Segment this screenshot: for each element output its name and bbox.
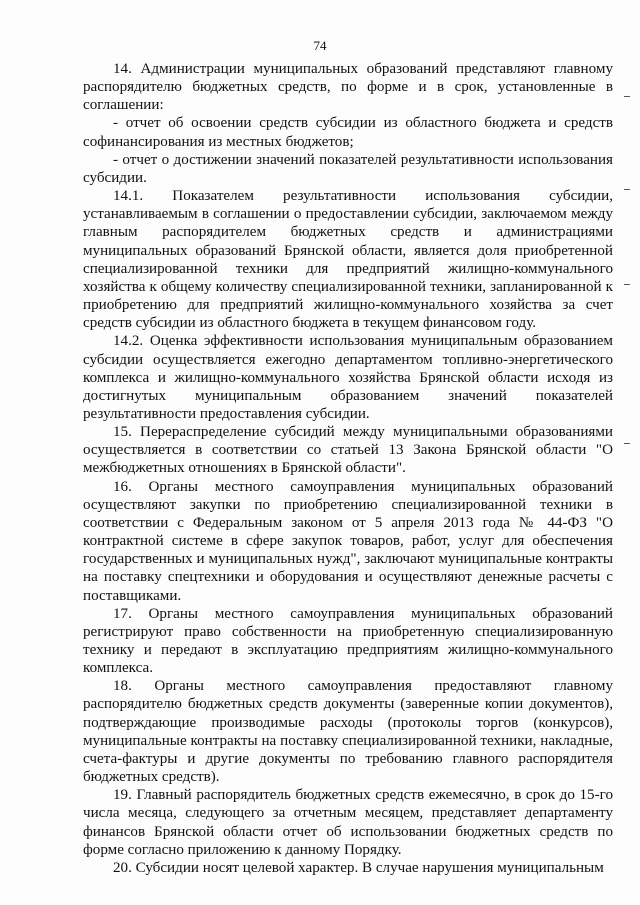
paragraph-19: 19. Главный распорядитель бюджетных средств ежемесячно, в срок до 15-го числа месяца, следующего за отчетным месяцем, представляет департаменту финансов Брянской области отчет об использовании бюджетных средств по форме согласно приложению к данному Порядку. xyxy=(83,787,613,858)
scan-margin-mark xyxy=(624,96,630,97)
paragraph-14: 14. Администрации муниципальных образований представляют главному распорядителю бюджетных средств, по форме и в срок, установленные в соглашении: xyxy=(83,61,613,114)
paragraph-18: 18. Органы местного самоуправления предоставляют главному распорядителю бюджетных средств документы (заверенные копии документов), подтверждающие производимые расходы (протоколы торгов (конкурсов), муниципальные контракты на поставку специализированной техники, накладные, счета-фактуры и другие документы по требованию главного распорядителя бюджетных средств). xyxy=(83,678,613,786)
scan-margin-mark xyxy=(624,284,630,285)
paragraph-15: 15. Перераспределение субсидий между муниципальными образованиями осуществляется в соответствии со статьей 13 Закона Брянской области "О межбюджетных отношениях в Брянской области". xyxy=(83,424,613,477)
scan-margin-mark xyxy=(624,443,630,444)
paragraph-14-bullet-2: - отчет о достижении значений показателей результативности использования субсидии. xyxy=(83,151,613,186)
document-body xyxy=(83,60,613,877)
paragraph-16: 16. Органы местного самоуправления муниципальных образований осуществляют закупки по приобретению специализированной техники в соответствии с Федеральным законом от 5 апреля 2013 года № 44-ФЗ "О контрактной системе в сфере закупок товаров, работ, услуг для обеспечения государственных и муниципальных нужд", заключают муниципальные контракты на поставку спецтехники и оборудования и осуществляют денежные расчеты с поставщиками. xyxy=(83,478,613,604)
paragraph-14-bullet-1: - отчет об освоении средств субсидии из областного бюджета и средств софинансирования из местных бюджетов; xyxy=(83,115,613,150)
paragraph-14-2: 14.2. Оценка эффективности использования муниципальным образованием субсидии осуществляется ежегодно департаментом топливно-энергетического комплекса и жилищно-коммунального хозяйства Брянской области исходя из достигнутых муниципальным образованием значений показателей результативности предоставления субсидии. xyxy=(83,333,613,422)
scan-margin-mark xyxy=(624,189,630,190)
paragraph-14-1: 14.1. Показателем результативности использования субсидии, устанавливаемым в соглашении о предоставлении субсидии, заключаемом между главным распорядителем бюджетных средств и администрациями муниципальных образований Брянской области, является доля приобретенной специализированной техники для предприятий жилищно-коммунального хозяйства к общему количеству специализированной техники, запланированной к приобретению для предприятий жилищно-коммунального хозяйства за счет средств субсидии из областного бюджета в текущем финансовом году. xyxy=(83,188,613,332)
paragraph-17: 17. Органы местного самоуправления муниципальных образований регистрируют право собственности на приобретенную специализированную технику и передают в эксплуатацию предприятиям жилищно-коммунального комплекса. xyxy=(83,605,613,677)
paragraph-20: 20. Субсидии носят целевой характер. В случае нарушения муниципальным xyxy=(113,859,604,876)
page-number: 74 xyxy=(313,38,327,53)
